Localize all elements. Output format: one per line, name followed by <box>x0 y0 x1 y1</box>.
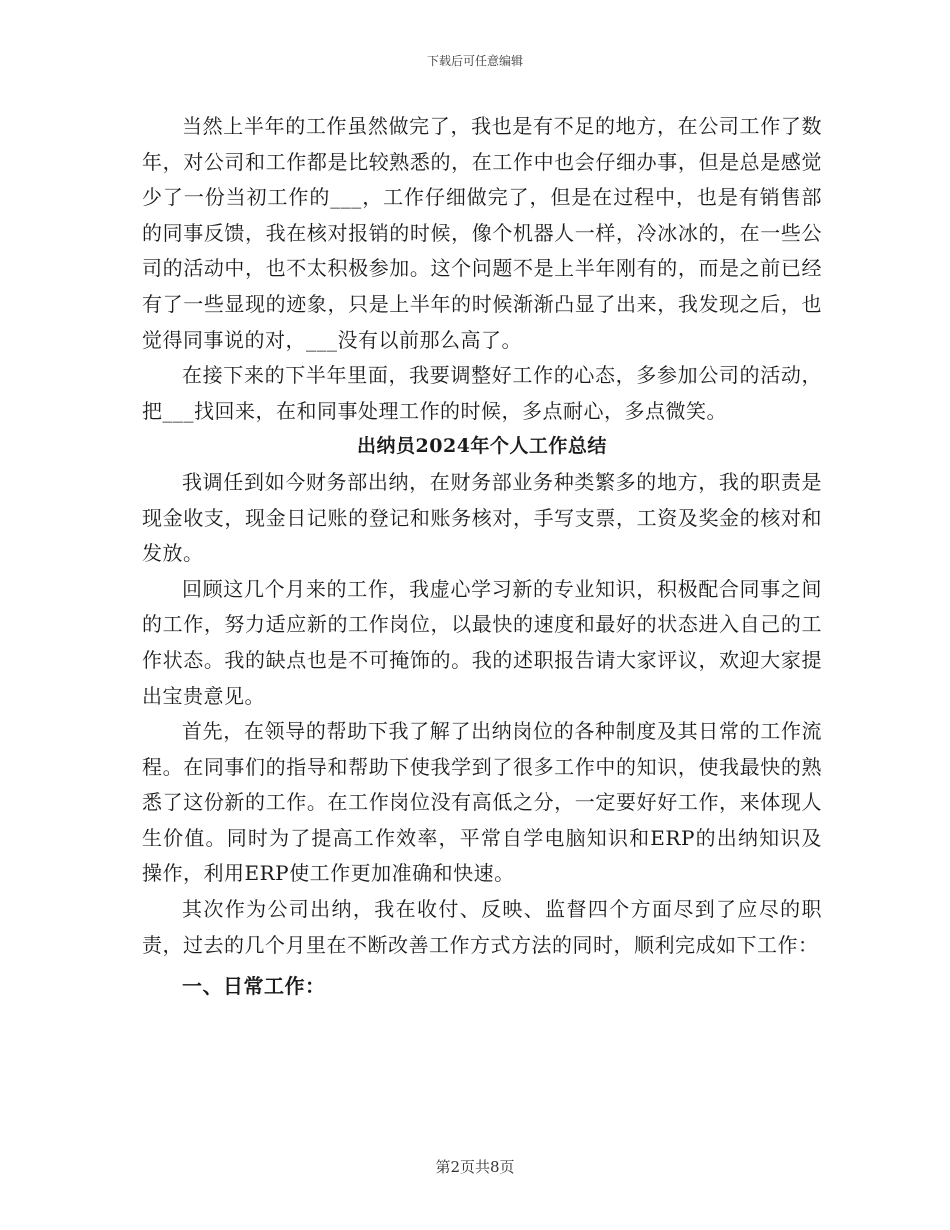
section-title: 出纳员2024年个人工作总结 <box>357 435 607 458</box>
paragraph: 其次作为公司出纳，我在收付、反映、监督四个方面尽到了应尽的职责，过去的几个月里在不断改善工作方式方法的同时，顺利完成如下工作： <box>142 897 822 957</box>
paragraph: 当然上半年的工作虽然做完了，我也是有不足的地方，在公司工作了数年，对公司和工作都是比较熟悉的，在工作中也会仔细办事，但是总是感觉少了一份当初工作的___，工作仔细做完了，但是在过程中，也是有销售部的同事反馈，我在核对报销的时候，像个机器人一样，冷冰冰的，在一些公司的活动中，也不太积极参加。这个问题不是上半年刚有的，而是之前已经有了一些显现的迹象，只是上半年的时候渐渐凸显了出来，我发现之后，也觉得同事说的对，___没有以前那么高了。 <box>142 114 822 352</box>
paragraph: 我调任到如今财务部出纳，在财务部业务种类繁多的地方，我的职责是现金收支，现金日记账的登记和账务核对，手写支票，工资及奖金的核对和发放。 <box>142 469 822 566</box>
document-body <box>142 109 822 1005</box>
page-footer: 第2页共8页 <box>435 1158 515 1176</box>
subsection-heading: 一、日常工作： <box>182 974 326 999</box>
page-header: 下载后可任意编辑 <box>426 54 523 68</box>
paragraph: 回顾这几个月来的工作，我虚心学习新的专业知识，积极配合同事之间的工作，努力适应新的工作岗位，以最快的速度和最好的状态进入自己的工作状态。我的缺点也是不可掩饰的。我的述职报告请大家评议，欢迎大家提出宝贵意见。 <box>142 576 822 708</box>
paragraph: 在接下来的下半年里面，我要调整好工作的心态，多参加公司的活动，把___找回来，在和同事处理工作的时候，多点耐心，多点微笑。 <box>142 363 822 423</box>
paragraph: 首先，在领导的帮助下我了解了出纳岗位的各种制度及其日常的工作流程。在同事们的指导和帮助下使我学到了很多工作中的知识，使我最快的熟悉了这份新的工作。在工作岗位没有高低之分，一定要好好工作，来体现人生价值。同时为了提高工作效率，平常自学电脑知识和ERP的出纳知识及操作，利用ERP使工作更加准确和快速。 <box>142 719 822 886</box>
